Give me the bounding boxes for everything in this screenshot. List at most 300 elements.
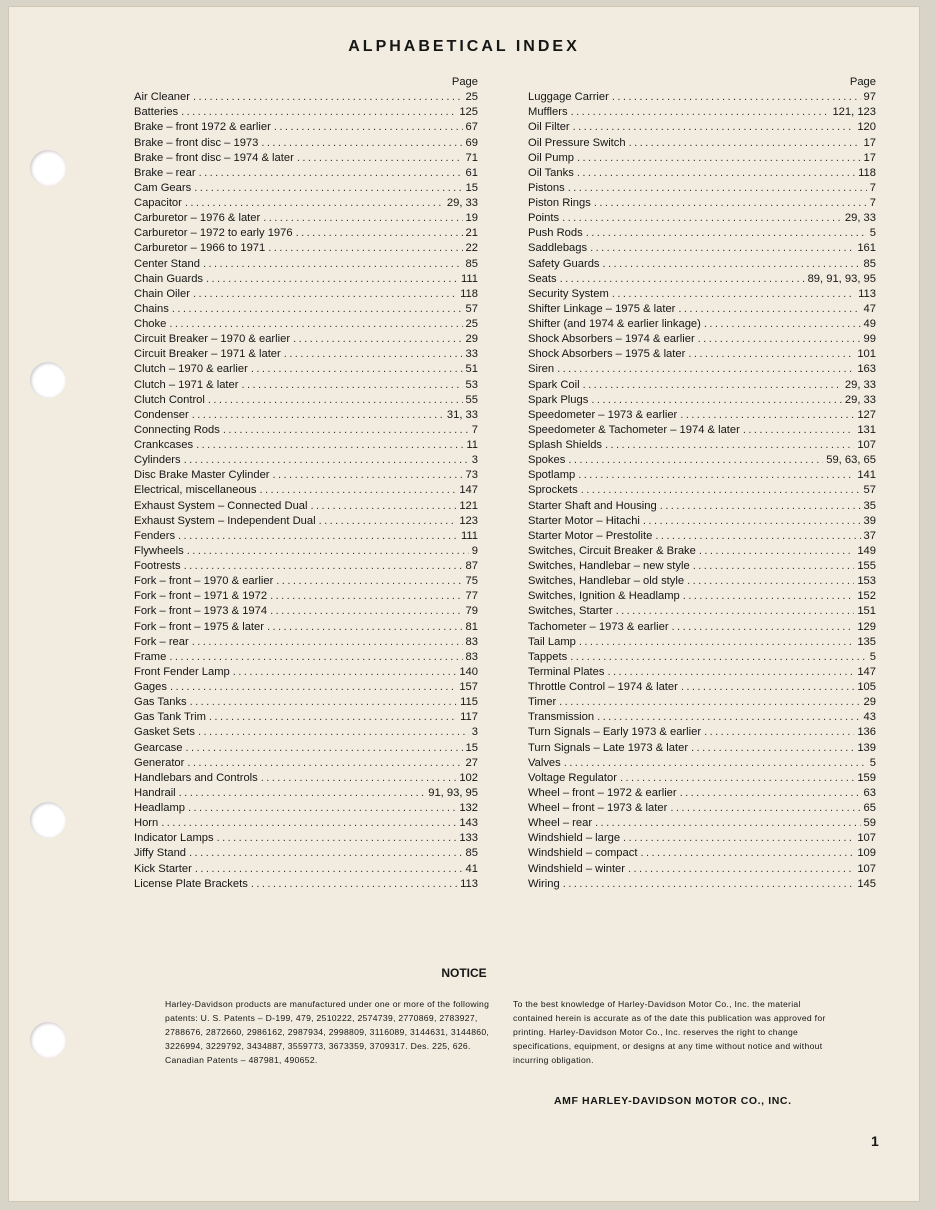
entry-label: Throttle Control – 1974 & later <box>528 681 678 693</box>
entry-page: 155 <box>857 560 876 572</box>
entry-label: Center Stand <box>134 257 200 270</box>
dot-leader <box>233 665 457 680</box>
entry-page: 22 <box>465 242 478 255</box>
entry-label: Starter Motor – Hitachi <box>528 514 640 527</box>
entry-page: 29 <box>465 333 478 346</box>
entry-page: 9 <box>471 544 478 557</box>
dot-leader <box>693 559 855 574</box>
dot-leader <box>595 816 861 831</box>
entry-page: 57 <box>863 484 876 497</box>
dot-leader <box>691 741 854 756</box>
entry-page: 41 <box>465 862 478 875</box>
dot-leader <box>704 725 854 740</box>
entry-page: 107 <box>857 862 876 875</box>
dot-leader <box>193 287 457 302</box>
entry-page: 132 <box>459 802 478 814</box>
dot-leader <box>192 408 444 423</box>
entry-label: Transmission <box>528 711 595 724</box>
index-entry <box>134 136 478 151</box>
entry-label: Turn Signals – Late 1973 & later <box>528 741 689 754</box>
entry-page: 153 <box>857 575 876 588</box>
entry-label: Oil Pump <box>528 151 575 164</box>
entry-page: 113 <box>460 877 478 890</box>
entry-page: 129 <box>857 620 876 633</box>
dot-leader <box>170 680 456 695</box>
entry-page: 3 <box>471 726 478 739</box>
dot-leader <box>311 499 457 514</box>
index-entry <box>528 317 876 332</box>
dot-leader <box>203 257 463 272</box>
dot-leader <box>251 877 457 892</box>
entry-label: Starter Shaft and Housing <box>528 499 657 512</box>
index-entry <box>134 846 478 861</box>
index-entry <box>528 544 876 559</box>
entry-page: 69 <box>465 136 478 149</box>
dot-leader <box>270 604 462 619</box>
index-entry <box>528 499 876 514</box>
entry-page: 5 <box>869 650 876 663</box>
entry-label: Fork – front – 1973 & 1974 <box>134 605 268 618</box>
entry-label: Spokes <box>528 454 566 467</box>
dot-leader <box>563 877 855 892</box>
index-entry <box>134 710 478 725</box>
dot-leader <box>297 151 463 166</box>
dot-leader <box>559 695 860 710</box>
entry-page: 163 <box>857 363 876 376</box>
dot-leader <box>187 544 469 559</box>
entry-page: 29, 33 <box>446 197 478 209</box>
index-entry <box>134 378 478 393</box>
index-entry <box>528 453 876 468</box>
index-entry <box>134 574 478 589</box>
entry-page: 159 <box>857 771 876 784</box>
entry-page: 83 <box>465 635 478 648</box>
index-entry <box>134 831 478 846</box>
index-entry <box>134 120 478 135</box>
entry-label: Crankcases <box>134 439 194 451</box>
entry-page: 85 <box>465 257 478 270</box>
entry-label: Security System <box>528 287 609 300</box>
entry-label: Air Cleaner <box>134 91 190 104</box>
entry-page: 29, 33 <box>844 212 876 225</box>
entry-page: 29, 33 <box>844 378 876 391</box>
dot-leader <box>579 635 854 650</box>
entry-page: 143 <box>459 817 478 830</box>
entry-label: Connecting Rods <box>134 423 220 436</box>
dot-leader <box>560 272 805 287</box>
accuracy-disclaimer: To the best knowledge of Harley-Davidson Motor Co., Inc. the material contained herein is accurate as of the date this publication was approved for printing. Harley-Davidson Motor Co., Inc. reserves the right to change specifications, equipment, or designs at any time without notice and without incurring obligation. <box>513 999 826 1065</box>
index-entry <box>134 514 478 529</box>
entry-label: Condenser <box>134 408 189 421</box>
entry-label: Shifter (and 1974 & earlier linkage) <box>528 318 701 330</box>
entry-page: 77 <box>465 590 478 603</box>
dot-leader <box>284 347 463 362</box>
dot-leader <box>217 831 457 846</box>
dot-leader <box>296 226 463 241</box>
dot-leader <box>189 846 463 861</box>
entry-page: 31, 33 <box>446 408 478 421</box>
entry-label: License Plate Brackets <box>134 877 248 890</box>
dot-leader <box>293 332 462 347</box>
binder-hole <box>30 362 66 398</box>
entry-label: Indicator Lamps <box>134 832 214 845</box>
dot-leader <box>276 574 462 589</box>
dot-leader <box>678 302 860 317</box>
entry-label: Chain Oiler <box>134 287 190 300</box>
index-entry <box>134 362 478 377</box>
entry-page: 121 <box>459 499 478 512</box>
entry-page: 37 <box>863 529 876 542</box>
entry-page: 139 <box>857 741 876 754</box>
index-entry <box>134 589 478 604</box>
entry-label: Gas Tank Trim <box>134 711 206 724</box>
entry-label: Shock Absorbers – 1975 & later <box>528 348 686 361</box>
dot-leader <box>688 347 854 362</box>
index-entry <box>134 105 478 120</box>
entry-label: Windshield – large <box>528 832 621 845</box>
index-entry <box>528 226 876 241</box>
entry-page: 53 <box>465 378 478 391</box>
index-entry <box>528 650 876 665</box>
entry-label: Headlamp <box>134 802 185 814</box>
dot-leader <box>571 105 830 120</box>
index-entry <box>134 529 478 544</box>
dot-leader <box>178 529 458 544</box>
index-entry <box>528 680 876 695</box>
index-entry <box>528 620 876 635</box>
index-entry <box>134 499 478 514</box>
index-entry <box>528 257 876 272</box>
index-entry <box>528 468 876 483</box>
entry-label: Carburetor – 1972 to early 1976 <box>134 227 293 240</box>
dot-leader <box>161 816 456 831</box>
entry-label: Exhaust System – Independent Dual <box>134 514 316 527</box>
dot-leader <box>591 393 842 408</box>
entry-page: 118 <box>460 287 478 300</box>
entry-label: Points <box>528 212 560 225</box>
entry-page: 49 <box>863 318 876 330</box>
entry-page: 161 <box>857 242 876 255</box>
entry-label: Horn <box>134 817 159 830</box>
dot-leader <box>623 831 854 846</box>
index-entry <box>134 620 478 635</box>
index-entry <box>528 801 876 816</box>
index-entry <box>134 877 478 892</box>
entry-label: Brake – front disc – 1973 <box>134 136 259 149</box>
index-entry <box>528 574 876 589</box>
entry-label: Spotlamp <box>528 469 576 482</box>
index-entry <box>528 786 876 801</box>
index-entry <box>134 695 478 710</box>
entry-page: 25 <box>465 91 478 104</box>
index-entry <box>528 604 876 619</box>
entry-page: 102 <box>459 771 478 784</box>
dot-leader <box>570 650 867 665</box>
index-column-left <box>134 75 478 892</box>
index-column-right <box>528 75 876 892</box>
entry-label: Capacitor <box>134 197 182 209</box>
index-entry <box>528 196 876 211</box>
dot-leader <box>629 136 861 151</box>
entry-page: 120 <box>857 121 876 134</box>
binder-hole <box>30 150 66 186</box>
entry-label: Valves <box>528 756 561 769</box>
entry-page: 105 <box>857 681 876 693</box>
index-list <box>134 90 478 892</box>
dot-leader <box>260 483 457 498</box>
dot-leader <box>660 499 861 514</box>
index-entry <box>528 514 876 529</box>
entry-label: Timer <box>528 696 557 709</box>
entry-page: 87 <box>465 560 478 572</box>
dot-leader <box>270 589 462 604</box>
dot-leader <box>607 665 854 680</box>
entry-page: 111 <box>460 529 478 542</box>
entry-page: 29 <box>863 696 876 709</box>
entry-label: Luggage Carrier <box>528 91 609 104</box>
entry-label: Wheel – rear <box>528 817 593 830</box>
entry-label: Tail Lamp <box>528 635 576 648</box>
index-entry <box>528 347 876 362</box>
entry-label: Wheel – front – 1972 & earlier <box>528 786 677 799</box>
dot-leader <box>169 317 462 332</box>
dot-leader <box>583 378 842 393</box>
entry-page: 7 <box>471 423 478 436</box>
entry-label: Brake – rear <box>134 166 196 179</box>
dot-leader <box>562 211 842 226</box>
entry-page: 109 <box>857 847 876 860</box>
entry-page: 136 <box>857 726 876 739</box>
dot-leader <box>179 786 426 801</box>
entry-page: 99 <box>863 333 876 346</box>
entry-label: Cam Gears <box>134 181 192 194</box>
index-entry <box>134 559 478 574</box>
entry-page: 21 <box>465 227 478 240</box>
entry-label: Oil Tanks <box>528 166 574 179</box>
index-entry <box>134 680 478 695</box>
entry-label: Speedometer & Tachometer – 1974 & later <box>528 423 740 436</box>
index-entry <box>134 801 478 816</box>
dot-leader <box>743 423 854 438</box>
index-entry <box>528 862 876 877</box>
entry-label: Gasket Sets <box>134 726 195 739</box>
entry-page: 7 <box>869 181 876 194</box>
entry-page: 117 <box>460 711 478 724</box>
index-entry <box>528 393 876 408</box>
entry-label: Electrical, miscellaneous <box>134 484 257 497</box>
dot-leader <box>199 166 463 181</box>
entry-label: Oil Filter <box>528 121 570 134</box>
index-entry <box>528 529 876 544</box>
dot-leader <box>680 786 861 801</box>
entry-page: 3 <box>471 454 478 467</box>
index-entry <box>528 378 876 393</box>
entry-page: 43 <box>863 711 876 724</box>
entry-label: Handrail <box>134 786 176 799</box>
entry-label: Circuit Breaker – 1971 & later <box>134 348 281 361</box>
entry-label: Brake – front 1972 & earlier <box>134 121 271 134</box>
dot-leader <box>206 272 458 287</box>
page-number: 1 <box>871 1133 879 1149</box>
index-entry <box>134 438 478 453</box>
index-entry <box>134 241 478 256</box>
dot-leader <box>620 771 854 786</box>
index-entry <box>134 816 478 831</box>
entry-page: 63 <box>863 786 876 799</box>
entry-label: Footrests <box>134 560 181 572</box>
dot-leader <box>564 756 867 771</box>
index-entry <box>134 196 478 211</box>
entry-label: Saddlebags <box>528 242 588 255</box>
index-entry <box>134 756 478 771</box>
page-column-header: Page <box>849 76 876 88</box>
entry-page: 145 <box>857 877 876 890</box>
entry-label: Shifter Linkage – 1975 & later <box>528 302 676 315</box>
page-title: ALPHABETICAL INDEX <box>348 38 580 55</box>
entry-page: 15 <box>465 181 478 194</box>
index-entry <box>528 423 876 438</box>
entry-page: 5 <box>869 756 876 769</box>
index-entry <box>134 347 478 362</box>
entry-label: Windshield – compact <box>528 847 638 860</box>
entry-page: 147 <box>459 484 478 497</box>
entry-label: Oil Pressure Switch <box>528 136 626 149</box>
entry-page: 55 <box>465 393 478 406</box>
index-entry <box>134 287 478 302</box>
entry-label: Cylinders <box>134 454 181 467</box>
dot-leader <box>699 544 854 559</box>
dot-leader <box>578 468 854 483</box>
entry-page: 79 <box>465 605 478 618</box>
entry-page: 25 <box>465 318 478 330</box>
dot-leader <box>263 211 462 226</box>
entry-label: Fork – front – 1975 & later <box>134 620 264 633</box>
entry-page: 101 <box>857 348 876 361</box>
dot-leader <box>209 710 457 725</box>
notice-title: NOTICE <box>441 966 487 980</box>
entry-label: Carburetor – 1976 & later <box>134 212 261 225</box>
index-entry <box>528 483 876 498</box>
index-entry <box>528 151 876 166</box>
dot-leader <box>594 196 867 211</box>
dot-leader <box>568 181 867 196</box>
dot-leader <box>681 680 854 695</box>
entry-label: Fork – front – 1971 & 1972 <box>134 590 268 603</box>
dot-leader <box>181 105 456 120</box>
entry-page: 107 <box>857 439 876 451</box>
dot-leader <box>196 438 463 453</box>
entry-label: Circuit Breaker – 1970 & earlier <box>134 333 291 346</box>
dot-leader <box>586 226 867 241</box>
dot-leader <box>680 408 854 423</box>
entry-label: Fenders <box>134 529 176 542</box>
entry-page: 141 <box>857 469 876 482</box>
entry-label: Brake – front disc – 1974 & later <box>134 151 294 164</box>
entry-label: Turn Signals – Early 1973 & earlier <box>528 726 702 739</box>
binder-hole <box>30 802 66 838</box>
index-entry <box>528 287 876 302</box>
index-entry <box>528 181 876 196</box>
index-entry <box>134 408 478 423</box>
dot-leader <box>261 136 462 151</box>
dot-leader <box>192 635 463 650</box>
dot-leader <box>603 257 861 272</box>
index-entry <box>134 302 478 317</box>
entry-label: Exhaust System – Connected Dual <box>134 499 308 512</box>
entry-label: Handlebars and Controls <box>134 771 258 784</box>
index-list <box>528 90 876 892</box>
index-entry <box>528 695 876 710</box>
dot-leader <box>687 574 854 589</box>
entry-page: 125 <box>459 106 478 119</box>
entry-page: 147 <box>857 665 876 678</box>
entry-page: 133 <box>459 832 478 845</box>
entry-page: 27 <box>465 756 478 769</box>
entry-page: 71 <box>465 151 478 164</box>
dot-leader <box>169 650 462 665</box>
index-entry <box>528 635 876 650</box>
index-entry <box>134 771 478 786</box>
entry-label: Windshield – winter <box>528 862 626 875</box>
entry-label: Switches, Handlebar – new style <box>528 560 690 572</box>
index-entry <box>134 468 478 483</box>
entry-label: Jiffy Stand <box>134 847 187 860</box>
entry-label: Tappets <box>528 650 568 663</box>
index-entry <box>134 272 478 287</box>
entry-page: 33 <box>465 348 478 361</box>
dot-leader <box>190 695 458 710</box>
index-entry <box>528 408 876 423</box>
entry-label: Switches, Circuit Breaker & Brake <box>528 544 696 557</box>
index-entry <box>528 725 876 740</box>
entry-page: 152 <box>857 590 876 603</box>
index-entry <box>528 105 876 120</box>
index-entry <box>134 483 478 498</box>
entry-label: Sprockets <box>528 484 578 497</box>
dot-leader <box>612 287 855 302</box>
index-entry <box>134 332 478 347</box>
dot-leader <box>268 241 462 256</box>
index-entry <box>528 241 876 256</box>
dot-leader <box>223 423 469 438</box>
entry-page: 91, 93, 95 <box>428 786 478 799</box>
entry-page: 59 <box>863 817 876 830</box>
index-entry <box>528 771 876 786</box>
entry-label: Spark Plugs <box>528 393 589 406</box>
entry-page: 85 <box>863 257 876 270</box>
entry-label: Switches, Handlebar – old style <box>528 575 685 588</box>
dot-leader <box>273 468 463 483</box>
index-entry <box>528 710 876 725</box>
entry-label: Flywheels <box>134 544 184 557</box>
index-entry <box>134 604 478 619</box>
entry-label: Gearcase <box>134 741 183 754</box>
entry-label: Carburetor – 1966 to 1971 <box>134 242 266 255</box>
index-entry <box>528 559 876 574</box>
dot-leader <box>577 166 855 181</box>
dot-leader <box>319 514 457 529</box>
dot-leader <box>655 529 860 544</box>
dot-leader <box>698 332 861 347</box>
entry-label: Gas Tanks <box>134 696 187 709</box>
entry-label: Wheel – front – 1973 & later <box>528 802 668 814</box>
index-entry <box>134 862 478 877</box>
entry-page: 135 <box>857 635 876 648</box>
index-entry <box>134 665 478 680</box>
index-entry <box>134 393 478 408</box>
entry-page: 97 <box>863 91 876 104</box>
dot-leader <box>261 771 457 786</box>
